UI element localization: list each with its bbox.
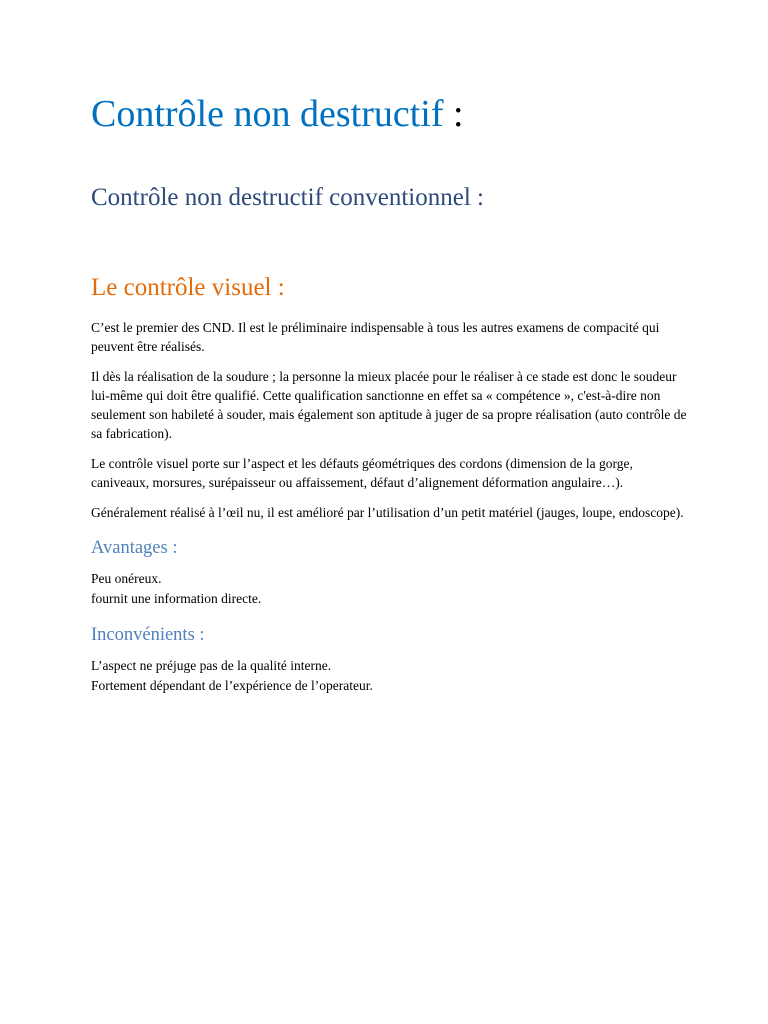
page-title-text: Contrôle non destructif — [91, 93, 444, 135]
page-title — [91, 84, 691, 144]
disadvantages-heading: Inconvénients : — [91, 625, 205, 645]
subsection-heading: Le contrôle visuel : — [91, 274, 285, 301]
paragraph: C’est le premier des CND. Il est le préliminaire indispensable à tous les autres examens de compacité qui peuvent être réalisés. — [91, 320, 660, 354]
page-title-colon: : — [452, 93, 464, 135]
list-item: L’aspect ne préjuge pas de la qualité interne. — [91, 658, 332, 673]
section-heading: Contrôle non destructif conventionnel : — [91, 184, 484, 211]
paragraph: Généralement réalisé à l’œil nu, il est amélioré par l’utilisation d’un petit matériel (jauges, loupe, endoscope). — [91, 505, 684, 520]
disadvantages-list — [91, 656, 691, 696]
list-item: Fortement dépendant de l’expérience de l’operateur. — [91, 678, 373, 693]
list-item: Peu onéreux. — [91, 571, 162, 586]
list-item: fournit une information directe. — [91, 591, 262, 606]
advantages-heading: Avantages : — [91, 538, 178, 558]
document-content — [91, 84, 691, 696]
paragraph: Le contrôle visuel porte sur l’aspect et les défauts géométriques des cordons (dimension de la gorge, caniveaux, morsures, surépaisseur ou affaissement, défaut d’alignement déformation angulaire…). — [91, 456, 633, 490]
paragraph: Il dès la réalisation de la soudure ; la personne la mieux placée pour le réaliser à ce stade est donc le soudeur lui-même qui doit être qualifié. Cette qualification sanctionne en effet sa « compétence », c'est-à-dire non seulement son habileté à souder, mais également son aptitude à juger de sa propre réalisation (auto contrôle de sa fabrication). — [91, 369, 687, 441]
advantages-list — [91, 569, 691, 609]
